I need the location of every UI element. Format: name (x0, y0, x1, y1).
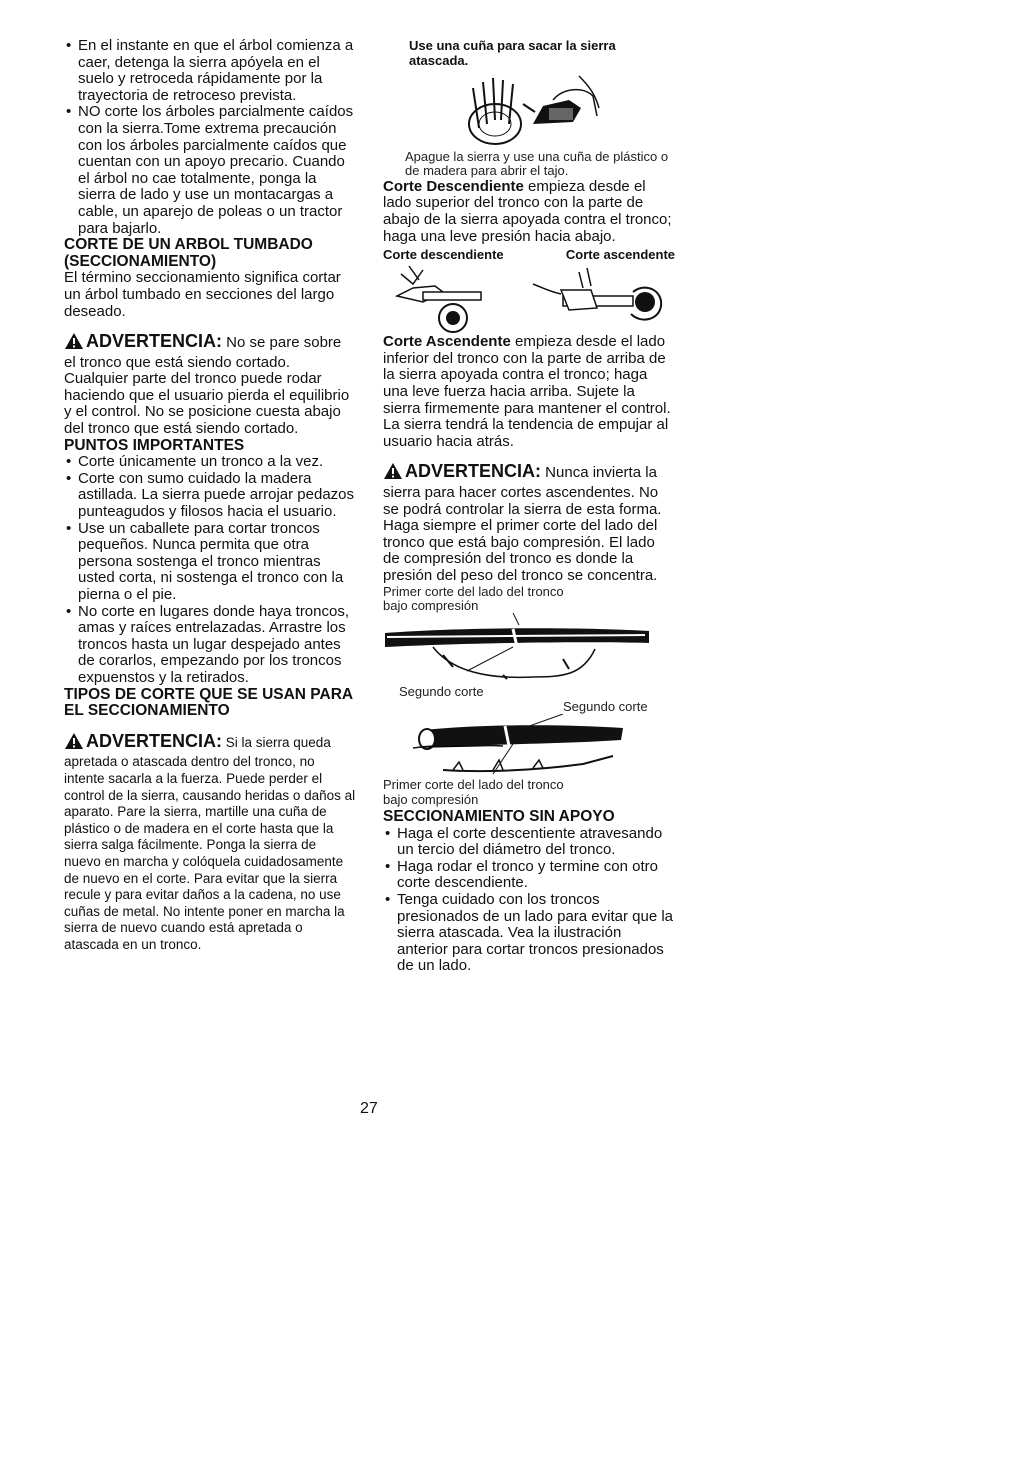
warning-label: ADVERTENCIA: (405, 461, 542, 482)
left-column (64, 38, 356, 953)
fig2-label-bottom: Primer corte del lado del tronco bajo compresión (383, 777, 564, 807)
compression-text: Haga siempre el primer corte del lado del tronco que está bajo compresión. El lado de compresión del tronco es donde la presión del peso del tronco se concentra. (383, 517, 658, 584)
label-undercut: Corte ascendente (565, 247, 675, 263)
heading-bucking: CORTE DE UN ARBOL TUMBADO (SECCIONAMIENTO) (64, 236, 313, 270)
label-overcut: Corte descendiente (383, 247, 504, 263)
undercut-paragraph (383, 334, 675, 450)
wedge-illustration (383, 68, 675, 150)
cut-direction-illustration (383, 262, 675, 334)
warning-label: ADVERTENCIA: (86, 331, 223, 352)
important-points-list (64, 454, 356, 686)
fig1-label-bottom: Segundo corte (399, 684, 484, 700)
overcut-paragraph (383, 179, 675, 245)
overcut-lead: Corte Descendiente (383, 177, 524, 195)
right-column (383, 38, 675, 975)
undercut-lead: Corte Ascendente (383, 333, 511, 351)
felling-bullets (64, 38, 356, 237)
list-item: • En el instante en que el árbol comienza a caer, detenga la sierra apóyela en el suelo y retroceda rápidamente por la trayectoria de retroceso prevista. (64, 38, 356, 104)
wedge-title: Use una cuña para sacar la sierra atascada. (409, 38, 616, 68)
heading-important-points: PUNTOS IMPORTANTES (64, 436, 245, 454)
undercut-text: empieza desde el lado inferior del tronco con la parte de arriba de la sierra apoyada contra el tronco; haga una leve fuerza hacia arriba. Sujete la sierra firmemente para mantener el control. La sierra tendrá la tendencia de empujar al usuario hacia atrás. (383, 333, 671, 450)
log-compression-illustration-1 (383, 613, 675, 685)
bucking-text: El término seccionamiento significa cortar un árbol tumbado en secciones del largo deseado. (64, 269, 341, 320)
wedge-caption: Apague la sierra y use una cuña de plástico o de madera para abrir el tajo. (405, 149, 669, 179)
warning-text: Si la sierra queda apretada o atascada dentro del tronco, no intente sacarla a la fuerza. Puede perder el control de la sierra, causando heridas o daños al aparato. Pare la sierra, martille una cuña de plástico o de madera en el corte hasta que la sierra salga fácilmente. Ponga la sierra de nuevo en marcha y colóquela cuidadosamente de nuevo en el corte. Para evitar que la sierra recule y para evitar daños a la cadena, no use cuñas de metal. No intente poner en marcha la sierra de nuevo cuando está apretada o atascada en un tronco. (64, 734, 356, 952)
warning-text: Nunca invierta la sierra para hacer cortes ascendentes. No se podrá controlar la sierra de esta forma. (383, 464, 662, 518)
warning-block-2 (64, 732, 356, 954)
warning-block-1 (64, 332, 356, 438)
fig1-label-top: Primer corte del lado del tronco bajo compresión (383, 583, 564, 613)
list-item: • No corte en lugares donde haya troncos, amas y raíces entrelazadas. Arrastre los troncos hasta un lugar despejado antes de corarlos, empezando por los troncos expuenstos y la retirados. (64, 604, 356, 687)
warning-block-3 (383, 462, 675, 518)
list-item: • Haga rodar el tronco y termine con otro corte descendiente. (383, 859, 675, 892)
list-item: • Corte con sumo cuidado la madera astillada. La sierra puede arrojar pedazos punteagudos y filosos hacia el usuario. (64, 471, 356, 521)
heading-cut-types: TIPOS DE CORTE QUE SE USAN PARA EL SECCIONAMIENTO (64, 685, 353, 720)
list-item: • NO corte los árboles parcialmente caídos con la sierra.Tome extrema precaución con los árboles parcialmente caídos que cuentan con un apoyo precario. Cuando el árbol no cae totalmente, ponga la sierra de lado y use un montacargas a cable, un aparejo de poleas o un tractor para bajarlo. (64, 104, 356, 237)
list-item: • Use un caballete para cortar troncos pequeños. Nunca permita que otra persona sostenga el tronco mientras usted corta, ni sostenga el tronco con la pierna o el pie. (64, 521, 356, 604)
list-item: • Tenga cuidado con los troncos presionados de un lado para evitar que la sierra atascada. Vea la ilustración anterior para cortar troncos presionados de un lado. (383, 892, 675, 975)
overcut-text: empieza desde el lado superior del tronco con la parte de abajo de la sierra apoyada contra el tronco; haga una leve presión hacia abajo. (383, 177, 672, 245)
list-item: • Corte únicamente un tronco a la vez. (64, 454, 356, 471)
warning-triangle-icon (64, 732, 84, 755)
heading-unsupported: SECCIONAMIENTO SIN APOYO (383, 807, 615, 825)
page-number: 27 (360, 1100, 378, 1117)
warning-label: ADVERTENCIA: (86, 730, 223, 751)
log-compression-illustration-2 (383, 714, 675, 778)
unsupported-list (383, 826, 675, 975)
fig2-label-top: Segundo corte (563, 698, 648, 714)
warning-triangle-icon (64, 332, 84, 355)
warning-triangle-icon (383, 462, 403, 485)
list-item: • Haga el corte descentiente atravesando un tercio del diámetro del tronco. (383, 826, 675, 859)
warning-text: No se pare sobre el tronco que está siendo cortado. Cualquier parte del tronco puede rodar haciendo que el usuario pierda el equilibrio y el control. No se posicione cuesta abajo del tronco que está siendo cortado. (64, 334, 350, 438)
cut-labels-row (383, 247, 675, 262)
